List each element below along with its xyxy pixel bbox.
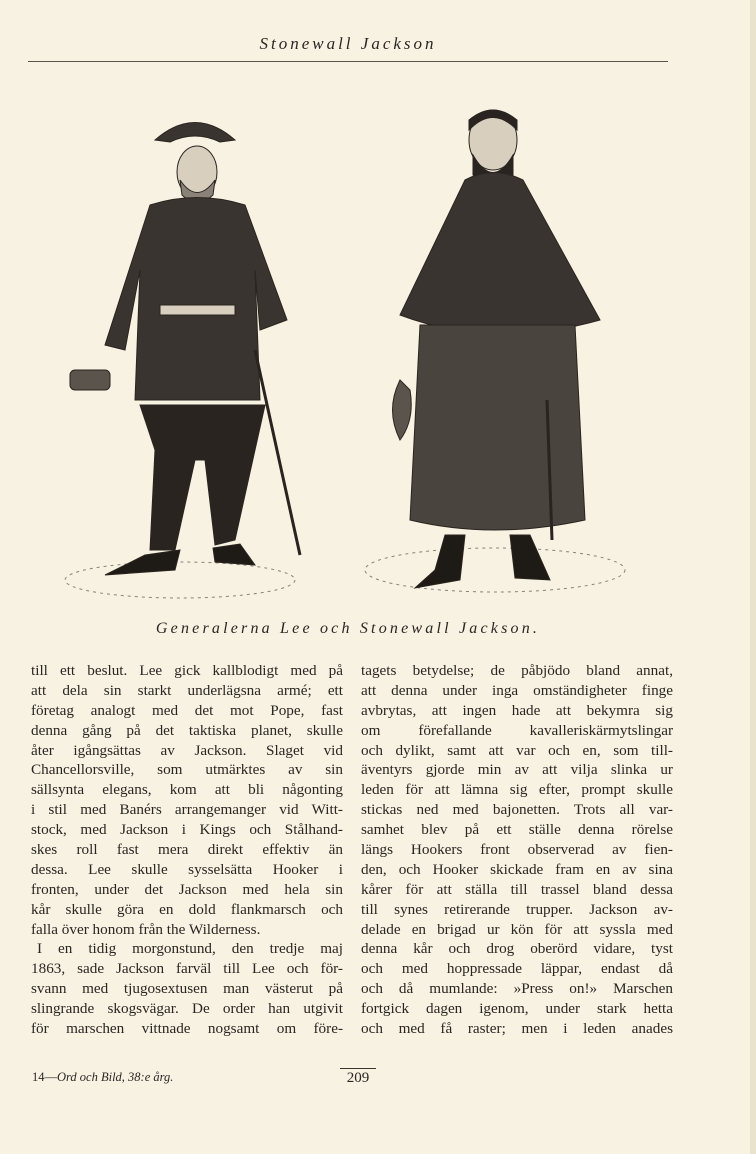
- text-line: den, och Hooker skickade fram en av sina: [361, 860, 673, 878]
- text-line: fronten, under det Jackson med hela sin: [31, 880, 343, 898]
- text-line: falla över honom från the Wilderness.: [31, 920, 261, 938]
- text-line: längs Hookers front observerad av fien-: [361, 841, 673, 859]
- text-column-left: [31, 661, 343, 1039]
- text-line: stock, med Jackson i Kings och Stålhand-: [31, 821, 343, 839]
- text-line: leden för att lämna sig efter, prompt skulle: [361, 781, 673, 799]
- running-title: Stonewall Jackson: [259, 34, 437, 53]
- text-line: Chancellorsville, som utmärktes av sin: [31, 761, 343, 779]
- text-line: delade en brigad ur kön för att syssla med: [361, 920, 673, 938]
- text-line: sällsynta elegans, kom att bli någonting: [31, 781, 343, 799]
- text-line: till ett beslut. Lee gick kallblodigt med på: [31, 662, 343, 679]
- text-line: slingrande skogsvägar. De order han utgivit: [31, 1000, 343, 1018]
- text-line: kår skulle göra en dold flankmarsch och: [31, 900, 343, 918]
- header-rule: [28, 61, 668, 62]
- publication-name: Ord och Bild, 38:e årg.: [57, 1070, 174, 1084]
- text-line: denna kår och drog oberörd vidare, tyst: [361, 940, 673, 958]
- text-line: skes roll fast mera direkt effektiv än: [31, 841, 343, 859]
- page-edge: [750, 0, 756, 1154]
- text-line: stickas ned med bajonetten. Trots all var-: [361, 801, 673, 819]
- text-line: äventyrs gjorde min av att vilja slinka ur: [361, 761, 673, 779]
- engraving-illustration: [55, 100, 655, 610]
- text-line: åter igångsättas av Jackson. Slaget vid: [31, 741, 343, 759]
- text-line: I en tidig morgonstund, den tredje maj: [37, 940, 343, 958]
- text-line: företag analogt med det mot Pope, fast: [31, 701, 343, 719]
- text-line: kårer för att ställa till trassel bland dessa: [361, 880, 673, 898]
- signature-number: 14—: [32, 1070, 57, 1084]
- text-line: dessa. Lee skulle sysselsätta Hooker i: [31, 860, 343, 878]
- text-line: till synes retirerande trupper. Jackson av-: [361, 900, 673, 918]
- text-line: avbrytas, att ingen hade att bekymra sig: [361, 701, 673, 719]
- figure-lee: [65, 123, 300, 599]
- page-number: 209: [340, 1068, 376, 1087]
- text-line: om förefallande kavalleriskärmytslingar: [361, 721, 673, 739]
- text-line: svann med tjugosextusen man västerut på: [31, 980, 343, 998]
- text-line: fortgick dagen igenom, under stark hetta: [361, 1000, 673, 1018]
- text-line: och då mumlande: »Press on!» Marschen: [361, 980, 673, 998]
- text-line: och med få raster; men i leden anades: [361, 1020, 673, 1038]
- figure-caption: Generalerna Lee och Stonewall Jackson.: [155, 620, 541, 637]
- text-line: tagets betydelse; de påbjödo bland annat,: [361, 662, 673, 679]
- text-line: för marschen vittnade nogsamt om före-: [31, 1020, 343, 1038]
- text-line: att dela sin starkt underlägsna armé; ett: [31, 681, 343, 699]
- text-line: 1863, sade Jackson farväl till Lee och för-: [31, 960, 343, 978]
- text-line: att denna under inga omständigheter finge: [361, 681, 673, 699]
- text-line: och med hoppressade läppar, endast då: [361, 960, 673, 978]
- footer-signature: [32, 1070, 173, 1085]
- figure-jackson: [365, 110, 625, 592]
- text-line: och dylikt, samt att var och en, som till-: [361, 741, 673, 759]
- text-line: samhet blev på ett ställe denna rörelse: [361, 821, 673, 839]
- text-line: denna gång på det taktiska planet, skulle: [31, 721, 343, 739]
- text-column-right: [361, 661, 673, 1039]
- text-line: i stil med Banérs arrangemanger vid Witt-: [31, 801, 343, 819]
